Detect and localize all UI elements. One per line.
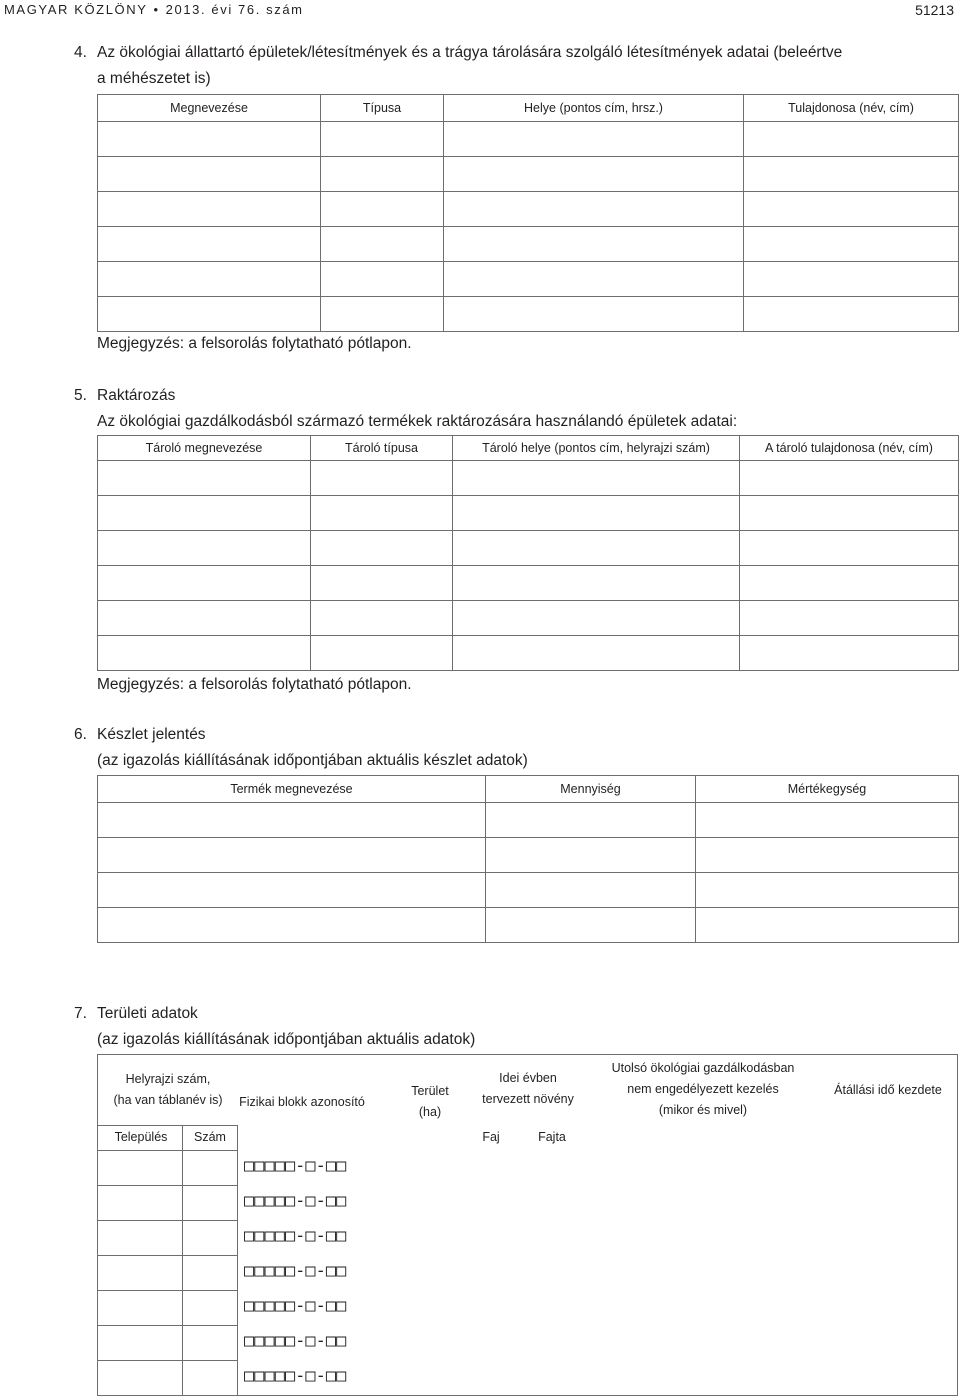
table-cell[interactable] [321,262,444,297]
grid-line [237,1125,238,1395]
table-cell[interactable] [98,636,311,671]
table-cell[interactable] [98,496,311,531]
block-id-field[interactable]: □□□□□-□-□□ [244,1191,347,1211]
page-header [4,2,954,20]
table-cell[interactable] [453,461,740,496]
block-id-field[interactable]: □□□□□-□-□□ [244,1366,347,1386]
table-cell[interactable] [740,636,959,671]
table-row [98,636,959,671]
s7-col-helyrajzi-line1: Helyrajzi szám, [125,1072,211,1086]
table-cell[interactable] [321,192,444,227]
table-cell[interactable] [444,262,744,297]
s5-col-tarolo-tulajdonosa: A tároló tulajdonosa (név, cím) [740,436,959,461]
table-row [98,496,959,531]
table-cell[interactable] [98,297,321,332]
table-cell[interactable] [453,566,740,601]
table-cell[interactable] [98,908,486,943]
grid-line [98,1185,237,1186]
grid-line [98,1150,237,1151]
table-cell[interactable] [98,122,321,157]
table-cell[interactable] [444,157,744,192]
table-cell[interactable] [453,531,740,566]
section-7-number: 7. [74,1005,87,1022]
table-row [98,873,959,908]
table-cell[interactable] [98,227,321,262]
table-row [98,157,959,192]
table-cell[interactable] [444,227,744,262]
table-row [98,601,959,636]
table-cell[interactable] [740,461,959,496]
table-cell[interactable] [311,566,453,601]
table-cell[interactable] [98,873,486,908]
table-row [98,122,959,157]
journal-issue: 2013. évi 76. szám [165,2,304,17]
journal-name: MAGYAR KÖZLÖNY [4,2,148,17]
s6-col-mertekegyseg: Mértékegység [696,776,959,803]
table-cell[interactable] [98,803,486,838]
table-cell[interactable] [453,636,740,671]
table-row [98,838,959,873]
grid-line [98,1290,237,1291]
table-row [98,227,959,262]
table-cell[interactable] [486,908,696,943]
section-6-table [97,775,959,943]
section-4-title-line2: a méhészetet is) [97,70,211,87]
table-cell[interactable] [444,122,744,157]
s7-sub-fajta: Fajta [538,1130,566,1144]
block-id-field[interactable]: □□□□□-□-□□ [244,1261,347,1281]
table-row [98,803,959,838]
table-cell[interactable] [444,297,744,332]
table-cell[interactable] [696,803,959,838]
grid-line [98,1125,237,1126]
table-cell[interactable] [311,461,453,496]
table-cell[interactable] [486,838,696,873]
s4-col-tipusa: Típusa [321,95,444,122]
table-cell[interactable] [740,566,959,601]
table-row [98,461,959,496]
section-7-heading: Területi adatok [97,1005,198,1022]
s4-col-tulajdonosa: Tulajdonosa (név, cím) [744,95,959,122]
s5-col-tarolo-helye: Tároló helye (pontos cím, helyrajzi szám) [453,436,740,461]
grid-line [98,1360,237,1361]
section-4-note: Megjegyzés: a felsorolás folytatható pótlapon. [97,335,412,352]
block-id-field[interactable]: □□□□□-□-□□ [244,1331,347,1351]
section-6-subtitle: (az igazolás kiállításának időpontjában aktuális készlet adatok) [97,752,528,769]
table-cell[interactable] [321,297,444,332]
header-separator: • [153,2,160,17]
table-cell[interactable] [98,838,486,873]
table-cell[interactable] [98,157,321,192]
journal-header [4,2,304,17]
table-cell[interactable] [98,531,311,566]
section-4-number: 4. [74,44,87,61]
table-cell[interactable] [696,908,959,943]
s7-col-terulet-line1: Terület [411,1084,449,1098]
s7-col-utolso-line3: (mikor és mivel) [658,1103,748,1117]
section-5-number: 5. [74,387,87,404]
table-cell[interactable] [321,227,444,262]
s7-col-utolso-line1: Utolsó ökológiai gazdálkodásban [611,1061,795,1075]
table-cell[interactable] [453,496,740,531]
s6-col-termek: Termék megnevezése [98,776,486,803]
table-row [98,566,959,601]
table-cell[interactable] [453,601,740,636]
table-cell[interactable] [98,262,321,297]
table-cell[interactable] [696,873,959,908]
s7-sub-faj: Faj [482,1130,500,1144]
table-row [98,192,959,227]
s4-col-helye: Helye (pontos cím, hrsz.) [444,95,744,122]
section-4-table [97,94,959,332]
s7-col-idei [464,1068,592,1110]
s7-col-blokk: Fizikai blokk azonosító [239,1095,365,1109]
s7-sub-telepules: Település [114,1130,168,1144]
table-cell[interactable] [98,461,311,496]
table-cell[interactable] [444,192,744,227]
grid-line [98,1255,237,1256]
table-cell[interactable] [321,122,444,157]
s4-col-megnevezese: Megnevezése [98,95,321,122]
table-cell[interactable] [696,838,959,873]
table-cell[interactable] [311,531,453,566]
section-5-subtitle: Az ökológiai gazdálkodásból származó termékek raktározására használandó épületek adatai: [97,413,738,430]
section-6-title [74,722,206,748]
grid-line [98,1325,237,1326]
table-cell[interactable] [740,531,959,566]
section-7-table [97,1054,958,1396]
block-id-field[interactable]: □□□□□-□-□□ [244,1156,347,1176]
s7-col-helyrajzi [98,1069,238,1111]
s7-col-utolso-line2: nem engedélyezett kezelés [627,1082,779,1096]
table-cell[interactable] [744,192,959,227]
s7-col-atallasi: Átállási idő kezdete [834,1083,942,1097]
table-cell[interactable] [740,601,959,636]
table-cell[interactable] [740,496,959,531]
table-cell[interactable] [486,803,696,838]
table-cell[interactable] [311,601,453,636]
s7-col-idei-line1: Idei évben [499,1071,557,1085]
table-cell[interactable] [744,297,959,332]
grid-line [182,1125,183,1395]
s6-col-mennyiseg: Mennyiség [486,776,696,803]
s7-col-utolso [592,1058,814,1121]
page-number: 51213 [915,2,954,18]
table-cell[interactable] [311,496,453,531]
section-5-note: Megjegyzés: a felsorolás folytatható pótlapon. [97,676,412,693]
table-cell[interactable] [98,192,321,227]
section-7-title [74,1001,198,1027]
section-4-title [74,40,842,66]
section-5-title [74,383,175,409]
grid-line [98,1220,237,1221]
s7-col-terulet-line2: (ha) [418,1105,442,1119]
section-7-subtitle: (az igazolás kiállításának időpontjában aktuális adatok) [97,1031,476,1048]
section-6-heading: Készlet jelentés [97,726,206,743]
table-cell[interactable] [744,227,959,262]
s7-col-idei-line2: tervezett növény [482,1092,574,1106]
s7-col-terulet [398,1081,462,1123]
s5-col-tarolo-megnevezese: Tároló megnevezése [98,436,311,461]
table-cell[interactable] [98,601,311,636]
table-cell[interactable] [744,122,959,157]
table-cell[interactable] [98,566,311,601]
s7-sub-szam: Szám [194,1130,226,1144]
table-row [98,262,959,297]
table-cell[interactable] [744,157,959,192]
table-cell[interactable] [321,157,444,192]
s5-col-tarolo-tipusa: Tároló típusa [311,436,453,461]
table-cell[interactable] [486,873,696,908]
table-row [98,908,959,943]
section-6-number: 6. [74,726,87,743]
s7-col-helyrajzi-line2: (ha van táblanév is) [113,1093,223,1107]
section-5-heading: Raktározás [97,387,176,404]
table-cell[interactable] [744,262,959,297]
section-5-table [97,435,959,671]
table-row [98,297,959,332]
table-row [98,531,959,566]
table-cell[interactable] [311,636,453,671]
block-id-field[interactable]: □□□□□-□-□□ [244,1226,347,1246]
section-4-title-line1: Az ökológiai állattartó épületek/létesítmények és a trágya tárolására szolgáló létesítmények adatai (beleértve [97,44,843,61]
block-id-field[interactable]: □□□□□-□-□□ [244,1296,347,1316]
